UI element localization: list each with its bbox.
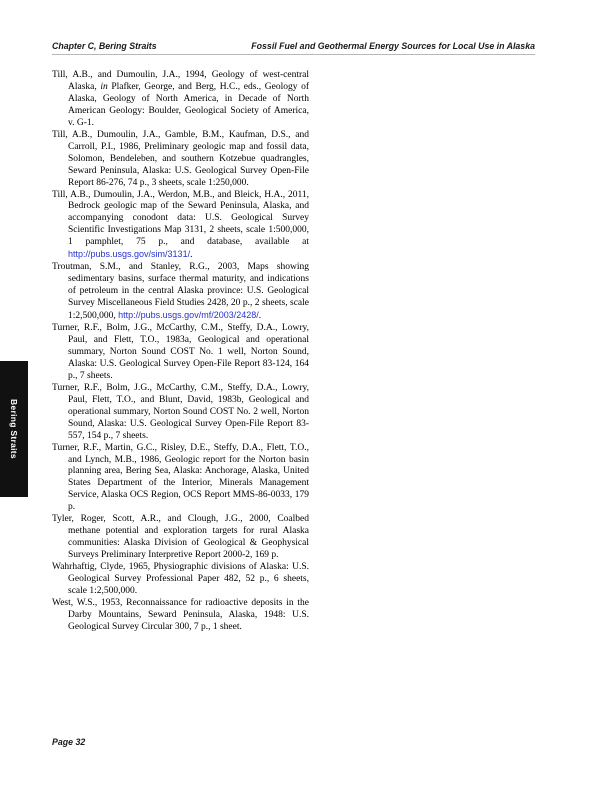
reference-text: Turner, R.F., Martin, G.C., Risley, D.E., Steffy, D.A., Flett, T.O., and Lynch, M.B., 1986, Geologic report for the Norton basin planning area, Bering Sea, Alaska: Anchorage, Alaska, United States Department of the Interior, Minerals Management Service, Alaska OCS Region, OCS Report MMS-86-0033, 179 p. (52, 442, 309, 513)
reference-text: Till, A.B., Dumoulin, J.A., Gamble, B.M., Kaufman, D.S., and Carroll, P.I., 1986, Preliminary geologic map and fossil data, Solomon, Bendeleben, and southern Kotzebue quadrangles, Seward Peninsula, Alaska: U.S. Geological Survey Open-File Report 86-276, 74 p., 3 sheets, scale 1:250,000. (52, 129, 309, 188)
reference-entry (52, 70, 309, 130)
header-chapter-title: Chapter C, Bering Straits (52, 41, 157, 51)
reference-entry (52, 562, 309, 598)
reference-text: Plafker, George, and Berg, H.C., eds., Geology of Alaska, Geology of North America, in Decade of North American Geology: Boulder, Geological Society of America, v. G-1. (68, 81, 309, 128)
reference-entry (52, 262, 309, 323)
reference-italic-text: in (100, 81, 108, 92)
reference-entry (52, 443, 309, 515)
reference-text: Till, A.B., and Dumoulin, J.A., 1994, Geology of west-central Alaska, (52, 70, 309, 92)
reference-text: Turner, R.F., Bolm, J.G., McCarthy, C.M., Steffy, D.A., Lowry, Paul, and Flett, T.O., 1983a, Geological and operational summary, Norton Sound COST No. 1 well, Norton Sound, Alaska: U.S. Geological Survey Open-File Report 83-124, 164 p., 7 sheets. (52, 323, 309, 381)
reference-url-link[interactable]: http://pubs.usgs.gov/sim/3131/ (68, 249, 191, 260)
reference-entry (52, 190, 309, 263)
header-report-title: Fossil Fuel and Geothermal Energy Sources for Local Use in Alaska (251, 41, 535, 51)
reference-text: West, W.S., 1953, Reconnaissance for radioactive deposits in the Darby Mountains, Seward Peninsula, Alaska, 1948: U.S. Geological Survey Circular 300, 7 p., 1 sheet. (52, 597, 309, 632)
reference-url-link[interactable]: http://pubs.usgs.gov/mf/2003/2428/ (118, 310, 259, 321)
reference-text: Till, A.B., Dumoulin, J.A., Werdon, M.B., and Bleick, H.A., 2011, Bedrock geologic map of the Seward Peninsula, Alaska, and accompanying conodont data: U.S. Geological Survey Scientific Investigations Map 3131, 2 sheets, scale 1:500,000, 1 pamphlet, 75 p., and database, available at (52, 189, 309, 248)
reference-text: Troutman, S.M., and Stanley, R.G., 2003, Maps showing sedimentary basins, surface thermal maturity, and indications of petroleum in the central Alaska province: U.S. Geological Survey Miscellaneous Field Studies 2428, 20 p., 2 sheets, scale 1:2,500,000, (52, 262, 309, 322)
header-rule (52, 54, 535, 55)
reference-entry (52, 130, 309, 190)
references-list (52, 70, 309, 634)
page-number: Page 32 (52, 737, 86, 747)
reference-text: . (190, 250, 193, 261)
reference-entry (52, 598, 309, 634)
reference-text: Tyler, Roger, Scott, A.R., and Clough, J.G., 2000, Coalbed methane potential and exploration targets for rural Alaska communities: Alaska Division of Geological & Geophysical Surveys Preliminary Interpretive Report 2000-2, 169 p. (52, 514, 309, 561)
reference-text: Turner, R.F., Bolm, J.G., McCarthy, C.M., Steffy, D.A., Lowry, Paul, Flett, T.O., and Blunt, David, 1983b, Geological and operational summary, Norton Sound COST No. 2 well, Norton Sound, Alaska: U.S. Geological Survey Open-File Report 83-557, 154 p., 7 sheets. (52, 382, 309, 441)
reference-entry (52, 323, 309, 383)
side-tab-label: Bering Straits (9, 399, 19, 459)
chapter-side-tab (0, 361, 28, 497)
running-head (52, 41, 535, 51)
reference-entry (52, 514, 309, 562)
reference-text: . (258, 311, 262, 322)
reference-text: Wahrhaftig, Clyde, 1965, Physiographic divisions of Alaska: U.S. Geological Survey Professional Paper 482, 52 p., 6 sheets, scale 1:2,500,000. (52, 562, 309, 596)
reference-entry (52, 383, 309, 443)
